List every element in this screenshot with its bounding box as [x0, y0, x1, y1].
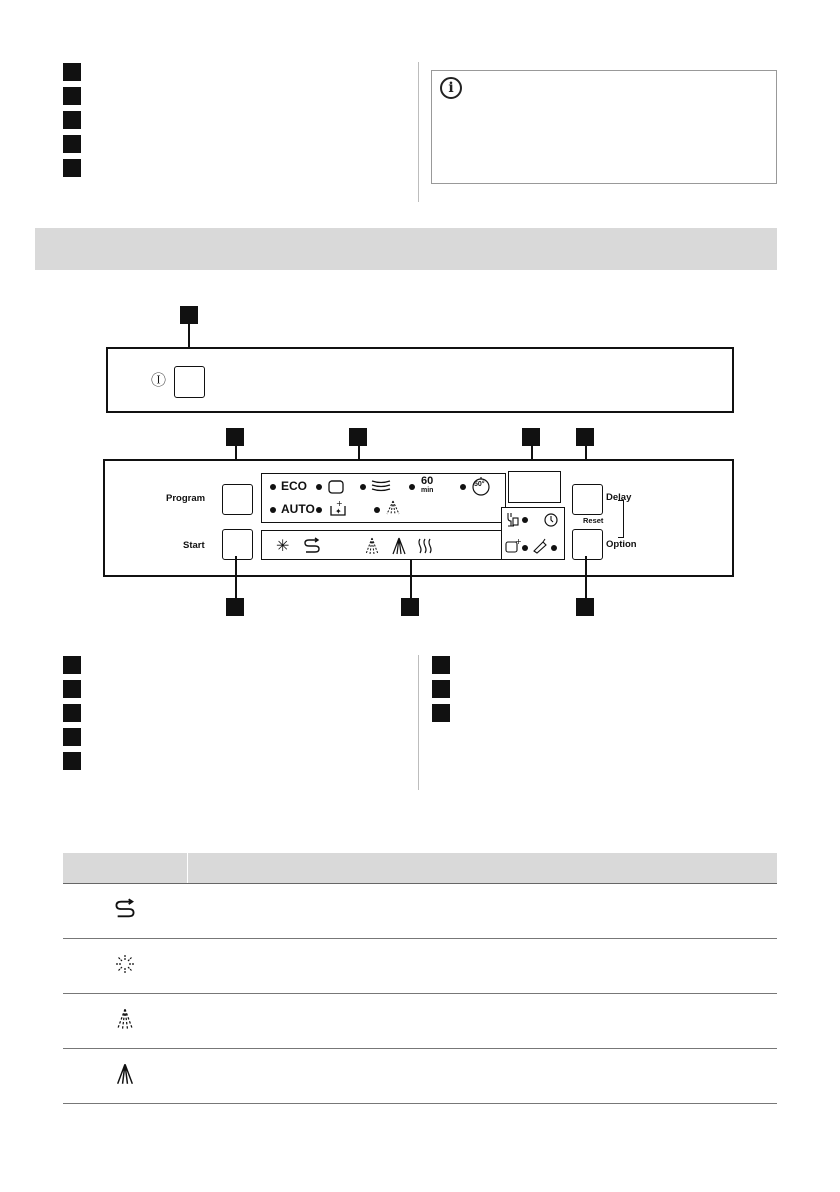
delay-label: Delay [606, 492, 632, 503]
eco-dot [270, 484, 276, 490]
rinse-cycle-icon [114, 898, 136, 920]
table-header-symbol [63, 853, 188, 884]
option-button[interactable] [572, 529, 603, 560]
reset-bracket [618, 500, 624, 538]
legend-marker-a1 [63, 656, 81, 674]
callout-marker-display [522, 428, 540, 446]
column-divider-top [418, 62, 419, 202]
program-label: Program [166, 493, 206, 504]
legend-marker-3 [63, 111, 81, 129]
control-panel [103, 459, 734, 577]
auto-dot [270, 507, 276, 513]
info-icon: i [440, 77, 462, 99]
pot-plus-dot [522, 545, 528, 551]
phase-indicator-field [261, 530, 506, 560]
onoff-panel [106, 347, 734, 413]
hygiene-dot [551, 545, 557, 551]
delay-button[interactable] [572, 484, 603, 515]
prewash-program-icon [384, 500, 402, 516]
glass-icon [506, 512, 520, 528]
legend-marker-a5 [63, 752, 81, 770]
callout-line-option [585, 556, 587, 598]
pot-program-icon [327, 477, 345, 495]
callout-marker-start [226, 598, 244, 616]
start-label: Start [183, 540, 205, 551]
callout-marker-option [576, 598, 594, 616]
reset-label: Reset [583, 516, 604, 525]
temp-label: 50° [474, 481, 485, 488]
eco-label: ECO [281, 479, 308, 493]
table-row [63, 994, 777, 1049]
callout-marker-program [226, 428, 244, 446]
table-cell-icon [63, 1049, 188, 1104]
spray-dot [374, 507, 380, 513]
callout-line-phases [410, 560, 412, 598]
legend-marker-a3 [63, 704, 81, 722]
wash-indicator-glyph [363, 537, 381, 555]
rinse-indicator-glyph [303, 537, 321, 555]
table-row [63, 1049, 777, 1104]
digital-display [508, 471, 561, 503]
legend-marker-4 [63, 135, 81, 153]
auto-label: AUTO [281, 502, 315, 516]
callout-line-start [235, 556, 237, 598]
onoff-button[interactable] [174, 366, 205, 398]
indicator-table [63, 853, 777, 1104]
program-button[interactable] [222, 484, 253, 515]
dish-stack-icon [370, 478, 392, 494]
legend-marker-b3 [432, 704, 450, 722]
end-indicator-icon [114, 953, 136, 975]
power-icon: Ⓘ [151, 371, 167, 389]
svg-text:+: + [336, 499, 343, 508]
table-cell-description [188, 1049, 778, 1104]
table-cell-icon [63, 939, 188, 994]
pot-dot [316, 484, 322, 490]
option-label: Option [606, 539, 637, 550]
table-header-description [188, 853, 778, 884]
svg-text:✦: ✦ [335, 507, 342, 516]
table-cell-description [188, 939, 778, 994]
callout-marker-delay [576, 428, 594, 446]
info-note-box [431, 70, 777, 184]
svg-text:+: + [515, 537, 522, 546]
extra-hygiene-icon [531, 537, 549, 553]
legend-marker-2 [63, 87, 81, 105]
sixty-dot [409, 484, 415, 490]
table-header-row [63, 853, 777, 884]
end-indicator-glyph: ✳ [276, 536, 290, 555]
glass-dot [522, 517, 528, 523]
table-row [63, 884, 777, 939]
legend-marker-1 [63, 63, 81, 81]
sensor-program-icon [328, 498, 348, 520]
legend-marker-b1 [432, 656, 450, 674]
column-divider-bottom [418, 655, 419, 790]
legend-marker-a2 [63, 680, 81, 698]
legend-marker-b2 [432, 680, 450, 698]
table-row [63, 939, 777, 994]
legend-marker-5 [63, 159, 81, 177]
option-indicator-field [501, 507, 565, 560]
table-cell-description [188, 994, 778, 1049]
rinse-phase-glyph [390, 537, 408, 555]
callout-marker-phases [401, 598, 419, 616]
table-cell-icon [63, 884, 188, 939]
callout-marker-onoff [180, 306, 198, 324]
table-cell-icon [63, 994, 188, 1049]
drying-indicator-glyph [416, 537, 434, 555]
timer-option-icon [543, 511, 559, 527]
sixty-number: 60 [421, 475, 434, 487]
sixty-unit: min [421, 487, 434, 494]
table-cell-description [188, 884, 778, 939]
program-indicator-field [261, 473, 506, 523]
legend-marker-a4 [63, 728, 81, 746]
section-heading-band [35, 228, 777, 270]
rinse-phase-icon [114, 1063, 136, 1085]
wash-phase-icon [114, 1008, 136, 1030]
pot-plus-icon [505, 537, 521, 553]
quick-dot [316, 507, 322, 513]
temp-dot [460, 484, 466, 490]
callout-marker-indicators [349, 428, 367, 446]
start-button[interactable] [222, 529, 253, 560]
stack-dot [360, 484, 366, 490]
